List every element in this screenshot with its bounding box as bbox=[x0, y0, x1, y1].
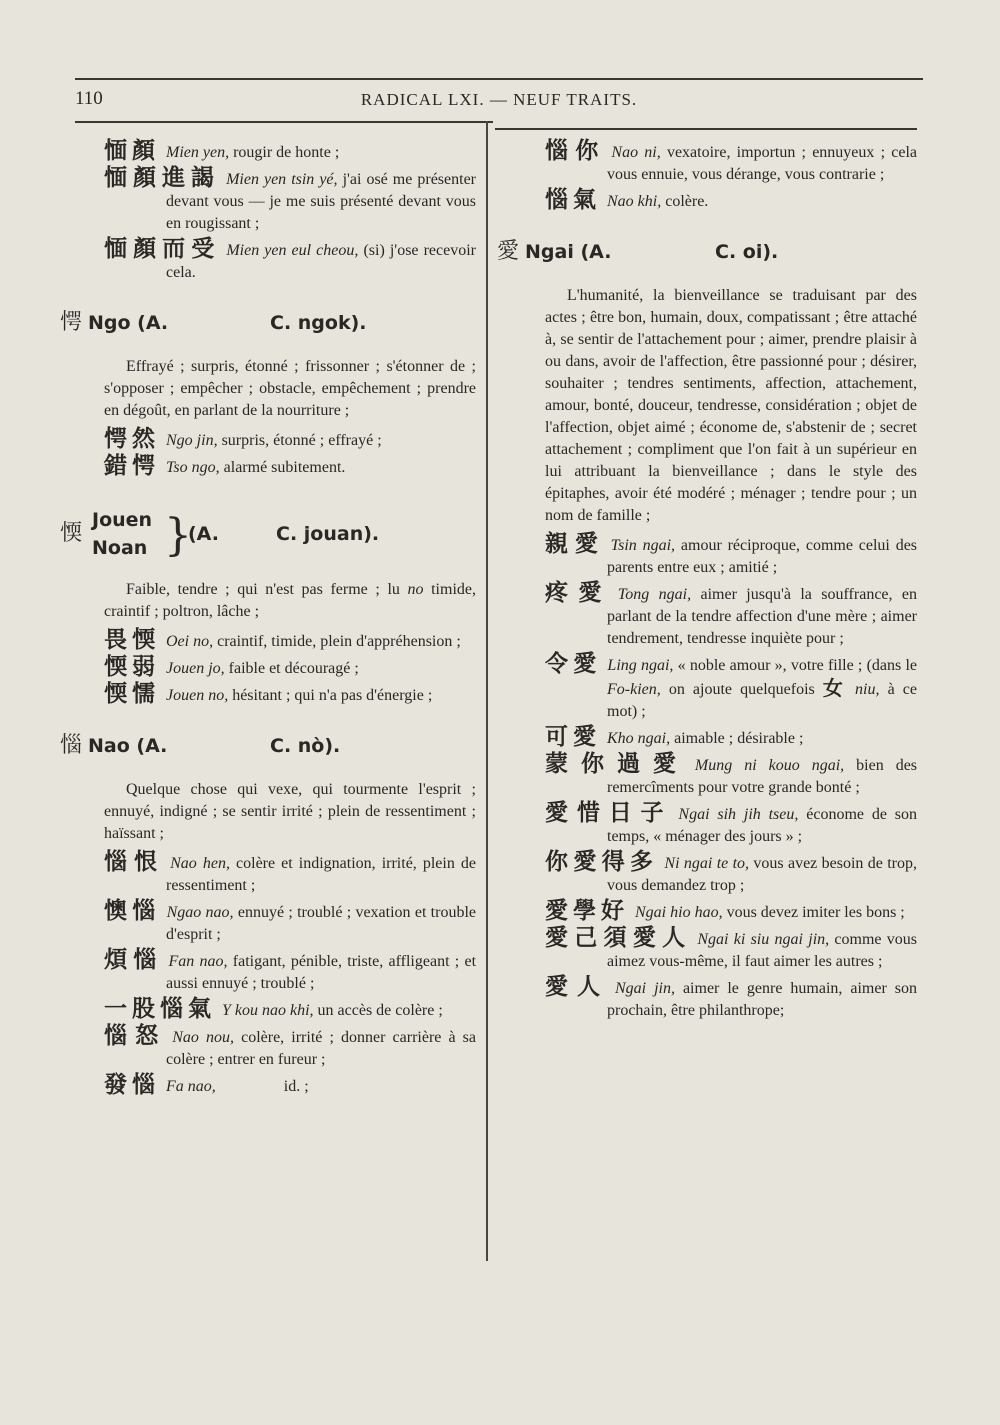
example-entry bbox=[104, 998, 476, 1022]
example-entry bbox=[545, 900, 917, 924]
romanization: Ni ngai te to, bbox=[664, 855, 750, 872]
chinese-term: 愛人 bbox=[545, 974, 609, 1000]
gloss: j'ai osé me présenter devant vous — je me suis présenté devant vous en rougissant ; bbox=[166, 171, 477, 232]
cantonese-reading: C. ngok). bbox=[270, 312, 367, 334]
cantonese-reading: C. jouan). bbox=[276, 523, 380, 545]
romanization: Ngo jin, bbox=[166, 432, 218, 449]
gloss: surpris, étonné ; effrayé ; bbox=[217, 432, 382, 449]
romanization: Tsin ngai, bbox=[610, 537, 676, 554]
romanization: Jouen no, bbox=[166, 687, 229, 704]
gloss: à ce mot) ; bbox=[607, 681, 917, 720]
example-entry bbox=[104, 683, 476, 707]
example-entry bbox=[545, 802, 917, 848]
chinese-term: 令愛 bbox=[545, 651, 602, 677]
gloss: id. ; bbox=[215, 1078, 309, 1095]
example-entry bbox=[545, 726, 917, 750]
chinese-term: 愞弱 bbox=[104, 654, 160, 680]
headword-reading: Ngo (A. bbox=[88, 312, 169, 334]
headword-reading-1: Jouen bbox=[92, 509, 153, 531]
chinese-term: 懊惱 bbox=[104, 898, 161, 924]
right-column bbox=[497, 138, 918, 1025]
gloss: vous devez imiter les bons ; bbox=[722, 904, 905, 921]
entry-heading-ngo bbox=[60, 312, 476, 340]
romanization: Mien yen tsin yé, bbox=[226, 171, 338, 188]
romanization: Y kou nao khi, bbox=[222, 1002, 314, 1019]
gloss: vexatoire, importun ; ennuyeux ; cela vous ennuie, vous dérange, vous contrarie ; bbox=[607, 144, 918, 183]
romanization: Nao ni, bbox=[611, 144, 661, 161]
gloss: aimable ; désirable ; bbox=[670, 730, 804, 747]
example-entry bbox=[104, 949, 476, 995]
definition-text: timide, craintif ; poltron, lâche ; bbox=[104, 581, 476, 620]
gloss: alarmé subitement. bbox=[219, 459, 346, 476]
chinese-term: 愞懦 bbox=[104, 681, 160, 707]
running-title: RADICAL LXI. — NEUF TRAITS. bbox=[360, 90, 638, 109]
romanization: Nao khi, bbox=[607, 193, 662, 210]
gloss: colère et indignation, irrité, plein de ressentiment ; bbox=[166, 855, 477, 894]
romanization: Nao nou, bbox=[172, 1029, 234, 1046]
romanization: niu, bbox=[846, 681, 880, 698]
definition bbox=[104, 579, 476, 623]
gloss: colère, irrité ; donner carrière à sa colère ; entrer en fureur ; bbox=[166, 1029, 477, 1068]
romanization: Mung ni kouo ngai, bbox=[694, 757, 845, 774]
gloss: ennuyé ; troublé ; vexation et trouble d'esprit ; bbox=[166, 904, 477, 943]
romanization: Tso ngo, bbox=[166, 459, 220, 476]
romanization: Fo-kien, bbox=[607, 681, 661, 698]
chinese-term: 你愛得多 bbox=[545, 849, 659, 875]
chinese-term: 蒙你過愛 bbox=[545, 751, 689, 777]
chinese-term: 惱恨 bbox=[104, 849, 165, 875]
headword-char: 愛 bbox=[497, 239, 520, 264]
variant-reading: no bbox=[407, 581, 424, 598]
chinese-term: 可愛 bbox=[545, 724, 601, 750]
column-divider bbox=[486, 121, 488, 1261]
romanization: Fan nao, bbox=[168, 953, 228, 970]
chinese-term: 惱怒 bbox=[104, 1023, 167, 1049]
example-entry bbox=[104, 656, 476, 680]
example-entry bbox=[104, 428, 476, 452]
chinese-term: 惱你 bbox=[545, 138, 606, 164]
example-entry bbox=[104, 167, 476, 235]
example-entry bbox=[545, 533, 917, 579]
romanization: Oei no, bbox=[166, 633, 214, 650]
gloss: un accès de colère ; bbox=[313, 1002, 443, 1019]
example-entry bbox=[545, 927, 917, 973]
gloss: hésitant ; qui n'a pas d'énergie ; bbox=[228, 687, 433, 704]
headword-reading: Nao (A. bbox=[88, 735, 168, 757]
gloss: faible et découragé ; bbox=[224, 660, 359, 677]
chinese-term: 愛學好 bbox=[545, 898, 629, 924]
gloss: fatigant, pénible, triste, affligeant ; et aussi ennuyé ; troublé ; bbox=[166, 953, 477, 992]
entry-heading-jouen bbox=[60, 509, 476, 565]
chinese-term: 愐顏進謁 bbox=[104, 165, 221, 191]
example-entry bbox=[104, 238, 476, 284]
gloss: comme vous aimez vous-même, il faut aimer les autres ; bbox=[607, 931, 918, 970]
romanization: Ngai sih jih tseu, bbox=[678, 806, 799, 823]
chinese-term: 愕然 bbox=[104, 426, 160, 452]
chinese-term: 愛惜日子 bbox=[545, 800, 673, 826]
romanization: Ngai jin, bbox=[614, 980, 675, 997]
gloss: aimer jusqu'à la souffrance, en parlant de la tendre affection d'une mère ; aimer tendrement, tendresse inquiète pour ; bbox=[607, 586, 918, 647]
headword-char: 愕 bbox=[60, 310, 83, 335]
example-entry bbox=[104, 629, 476, 653]
romanization: Jouen jo, bbox=[166, 660, 225, 677]
chinese-term: 親愛 bbox=[545, 531, 605, 557]
chinese-term: 愐顏而受 bbox=[104, 236, 221, 262]
left-column bbox=[60, 138, 477, 1101]
gloss: rougir de honte ; bbox=[229, 144, 340, 161]
definition: L'humanité, la bienveillance se traduisant par des actes ; être bon, humain, doux, compatissant ; être attaché à, se sentir de l'attachement pour ; aimer, prendre plaisir à ou dans, avoir de l'affection, être passionné pour ; désirer, souhaiter ; tendres sentiments, affection, attachement, amour, bonté, douceur, tendresse, considération ; objet de l'affection, objet aimé ; économe de, s'abstenir de ; secret attachement ; compliment que l'on fait à un supérieur en lui attribuant la bienveillance ; dans le style des épitaphes, avoir été modéré ; ménager ; tendre pour ; un nom de famille ; bbox=[545, 287, 917, 524]
romanization: Ngao nao, bbox=[166, 904, 234, 921]
example-entry bbox=[104, 900, 476, 946]
gloss: amour réciproque, comme celui des parents entre eux ; amitié ; bbox=[607, 537, 918, 576]
chinese-term: 疼愛 bbox=[545, 580, 612, 606]
chinese-term: 女 bbox=[822, 676, 847, 700]
romanization: Kho ngai, bbox=[607, 730, 671, 747]
chinese-term: 畏愞 bbox=[104, 627, 160, 653]
definition-text: Faible, tendre ; qui n'est pas ferme ; lu bbox=[126, 581, 408, 598]
top-rule bbox=[75, 78, 923, 80]
chinese-term: 煩惱 bbox=[104, 947, 163, 973]
romanization: Tong ngai, bbox=[617, 586, 692, 603]
romanization: Ngai hio hao, bbox=[635, 904, 723, 921]
brace: } bbox=[164, 510, 192, 561]
romanization: Mien yen, bbox=[166, 144, 230, 161]
example-entry bbox=[545, 189, 917, 213]
gloss: craintif, timide, plein d'appréhension ; bbox=[213, 633, 461, 650]
entry-heading-ngai bbox=[497, 241, 917, 269]
example-entry bbox=[104, 455, 476, 479]
cantonese-reading: C. oi). bbox=[715, 241, 779, 263]
chinese-term: 發惱 bbox=[104, 1072, 160, 1098]
example-entry bbox=[545, 976, 917, 1022]
chinese-term: 惱氣 bbox=[545, 187, 601, 213]
gloss: économe de son temps, « ménager des jours » ; bbox=[607, 806, 918, 845]
cantonese-reading: C. nò). bbox=[270, 735, 341, 757]
mandarin-marker: (A. bbox=[188, 523, 219, 545]
page-number: 110 bbox=[75, 88, 103, 109]
example-entry bbox=[104, 851, 476, 897]
gloss: bien des remercîments pour votre grande bonté ; bbox=[607, 757, 918, 796]
example-entry bbox=[545, 851, 917, 897]
header-rule-left bbox=[75, 121, 493, 123]
header-rule-right bbox=[495, 128, 917, 130]
gloss: vous avez besoin de trop, vous demandez trop ; bbox=[607, 855, 917, 894]
gloss: (si) j'ose recevoir cela. bbox=[166, 242, 476, 281]
chinese-term: 愐顏 bbox=[104, 138, 160, 164]
chinese-term: 錯愕 bbox=[104, 453, 160, 479]
definition: Effrayé ; surpris, étonné ; frissonner ; s'étonner de ; s'opposer ; empêcher ; obstacle, empêchement ; prendre en dégoût, en parlant de la nourriture ; bbox=[104, 358, 476, 419]
example-entry bbox=[545, 653, 917, 723]
headword-reading: Ngai (A. bbox=[525, 241, 612, 263]
chinese-term: 一股惱氣 bbox=[104, 996, 216, 1022]
example-entry bbox=[104, 1074, 476, 1098]
romanization: Mien yen eul cheou, bbox=[226, 242, 359, 259]
chinese-term: 愛己須愛人 bbox=[545, 925, 692, 951]
romanization: Fa nao, bbox=[166, 1078, 216, 1095]
romanization: Nao hen, bbox=[170, 855, 230, 872]
page-header bbox=[75, 86, 923, 114]
example-entry bbox=[104, 1025, 476, 1071]
romanization: Ling ngai, bbox=[607, 657, 674, 674]
headword-reading-2: Noan bbox=[92, 537, 148, 559]
headword-char: 惱 bbox=[60, 733, 83, 758]
gloss: on ajoute quelquefois bbox=[660, 681, 823, 698]
romanization: Ngai ki siu ngai jin, bbox=[697, 931, 830, 948]
definition: Quelque chose qui vexe, qui tourmente l'esprit ; ennuyé, indigné ; se sentir irrité ; plein de ressentiment ; haïssant ; bbox=[104, 781, 476, 842]
entry-heading-nao bbox=[60, 735, 476, 763]
gloss: aimer le genre humain, aimer son prochain, être philanthrope; bbox=[607, 980, 918, 1019]
example-entry bbox=[545, 753, 917, 799]
headword-char: 愞 bbox=[60, 521, 83, 546]
gloss: colère. bbox=[661, 193, 709, 210]
example-entry bbox=[104, 140, 476, 164]
example-entry bbox=[545, 140, 917, 186]
gloss: « noble amour », votre fille ; (dans le bbox=[673, 657, 917, 674]
example-entry bbox=[545, 582, 917, 650]
